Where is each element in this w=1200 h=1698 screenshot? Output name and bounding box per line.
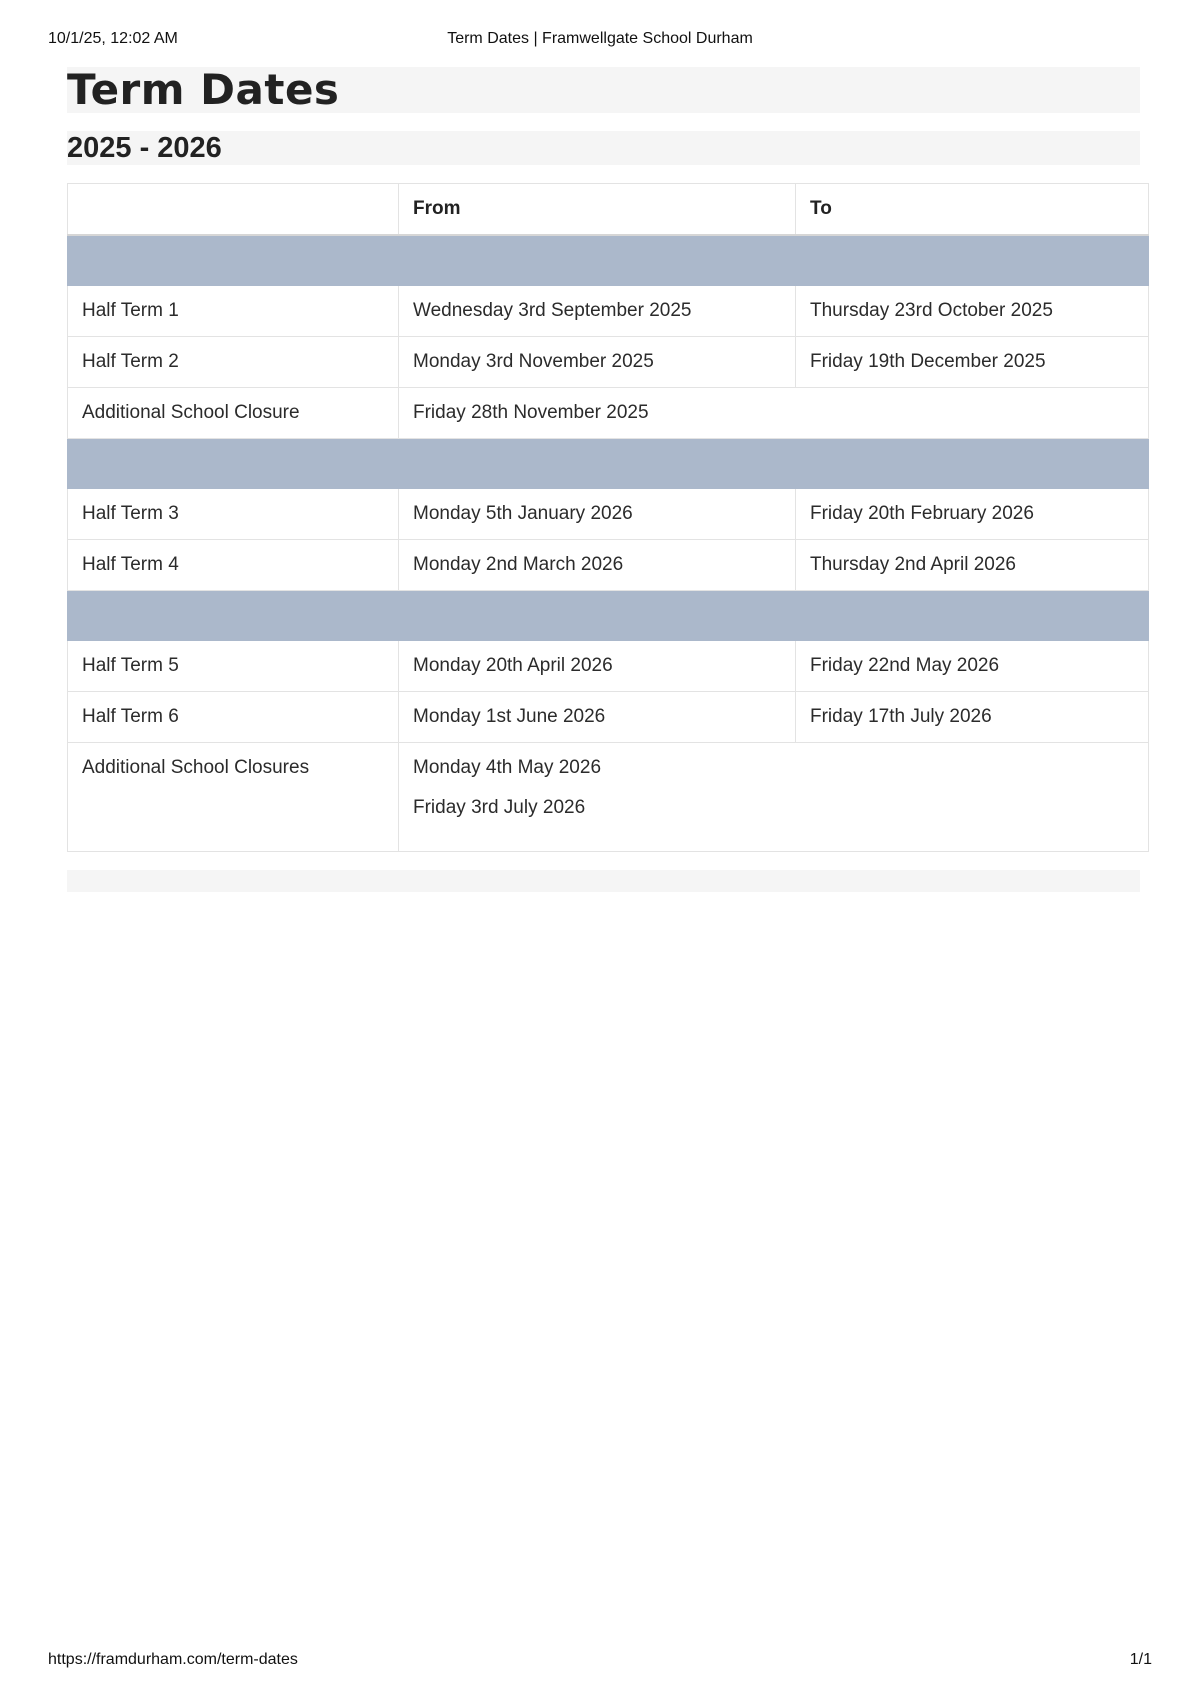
row-to: Friday 20th February 2026 [796, 489, 1149, 540]
print-header [48, 30, 1152, 52]
header-from: From [399, 184, 796, 236]
header-to: To [796, 184, 1149, 236]
page-title: Term Dates [67, 67, 1140, 113]
table-row [68, 540, 1149, 591]
header-label [68, 184, 399, 236]
row-from: Wednesday 3rd September 2025 [399, 286, 796, 337]
table-row [68, 641, 1149, 692]
row-label: Half Term 3 [68, 489, 399, 540]
row-to: Friday 22nd May 2026 [796, 641, 1149, 692]
print-page-title: Term Dates | Framwellgate School Durham [447, 30, 753, 47]
section-band-summer [68, 591, 1149, 641]
row-label: Additional School Closure [68, 388, 399, 439]
row-label: Half Term 4 [68, 540, 399, 591]
row-from: Monday 20th April 2026 [399, 641, 796, 692]
row-from: Monday 2nd March 2026 [399, 540, 796, 591]
main-content [67, 67, 1140, 892]
section-band-autumn [68, 235, 1149, 286]
row-closure-date: Friday 28th November 2025 [399, 388, 1149, 439]
table-row [68, 286, 1149, 337]
row-from: Monday 3rd November 2025 [399, 337, 796, 388]
row-to: Thursday 2nd April 2026 [796, 540, 1149, 591]
print-datetime: 10/1/25, 12:02 AM [48, 30, 178, 47]
table-row [68, 692, 1149, 743]
row-label: Half Term 6 [68, 692, 399, 743]
table-row [68, 489, 1149, 540]
row-closure-dates [399, 743, 1149, 852]
table-row [68, 388, 1149, 439]
row-label: Additional School Closures [68, 743, 399, 852]
row-to: Friday 19th December 2025 [796, 337, 1149, 388]
term-dates-table [67, 183, 1149, 852]
table-header-row [68, 184, 1149, 236]
row-to: Friday 17th July 2026 [796, 692, 1149, 743]
row-label: Half Term 2 [68, 337, 399, 388]
print-page-number: 1/1 [1129, 1651, 1152, 1668]
year-heading: 2025 - 2026 [67, 131, 1140, 165]
section-divider [67, 870, 1140, 892]
row-from: Monday 1st June 2026 [399, 692, 796, 743]
row-from: Monday 5th January 2026 [399, 489, 796, 540]
row-to: Thursday 23rd October 2025 [796, 286, 1149, 337]
print-footer [48, 1651, 1152, 1673]
table-row [68, 337, 1149, 388]
row-label: Half Term 1 [68, 286, 399, 337]
row-label: Half Term 5 [68, 641, 399, 692]
section-band-spring [68, 439, 1149, 489]
table-row [68, 743, 1149, 852]
print-url: https://framdurham.com/term-dates [48, 1651, 298, 1668]
closure-date: Monday 4th May 2026 [413, 757, 602, 778]
closure-date: Friday 3rd July 2026 [413, 797, 586, 818]
